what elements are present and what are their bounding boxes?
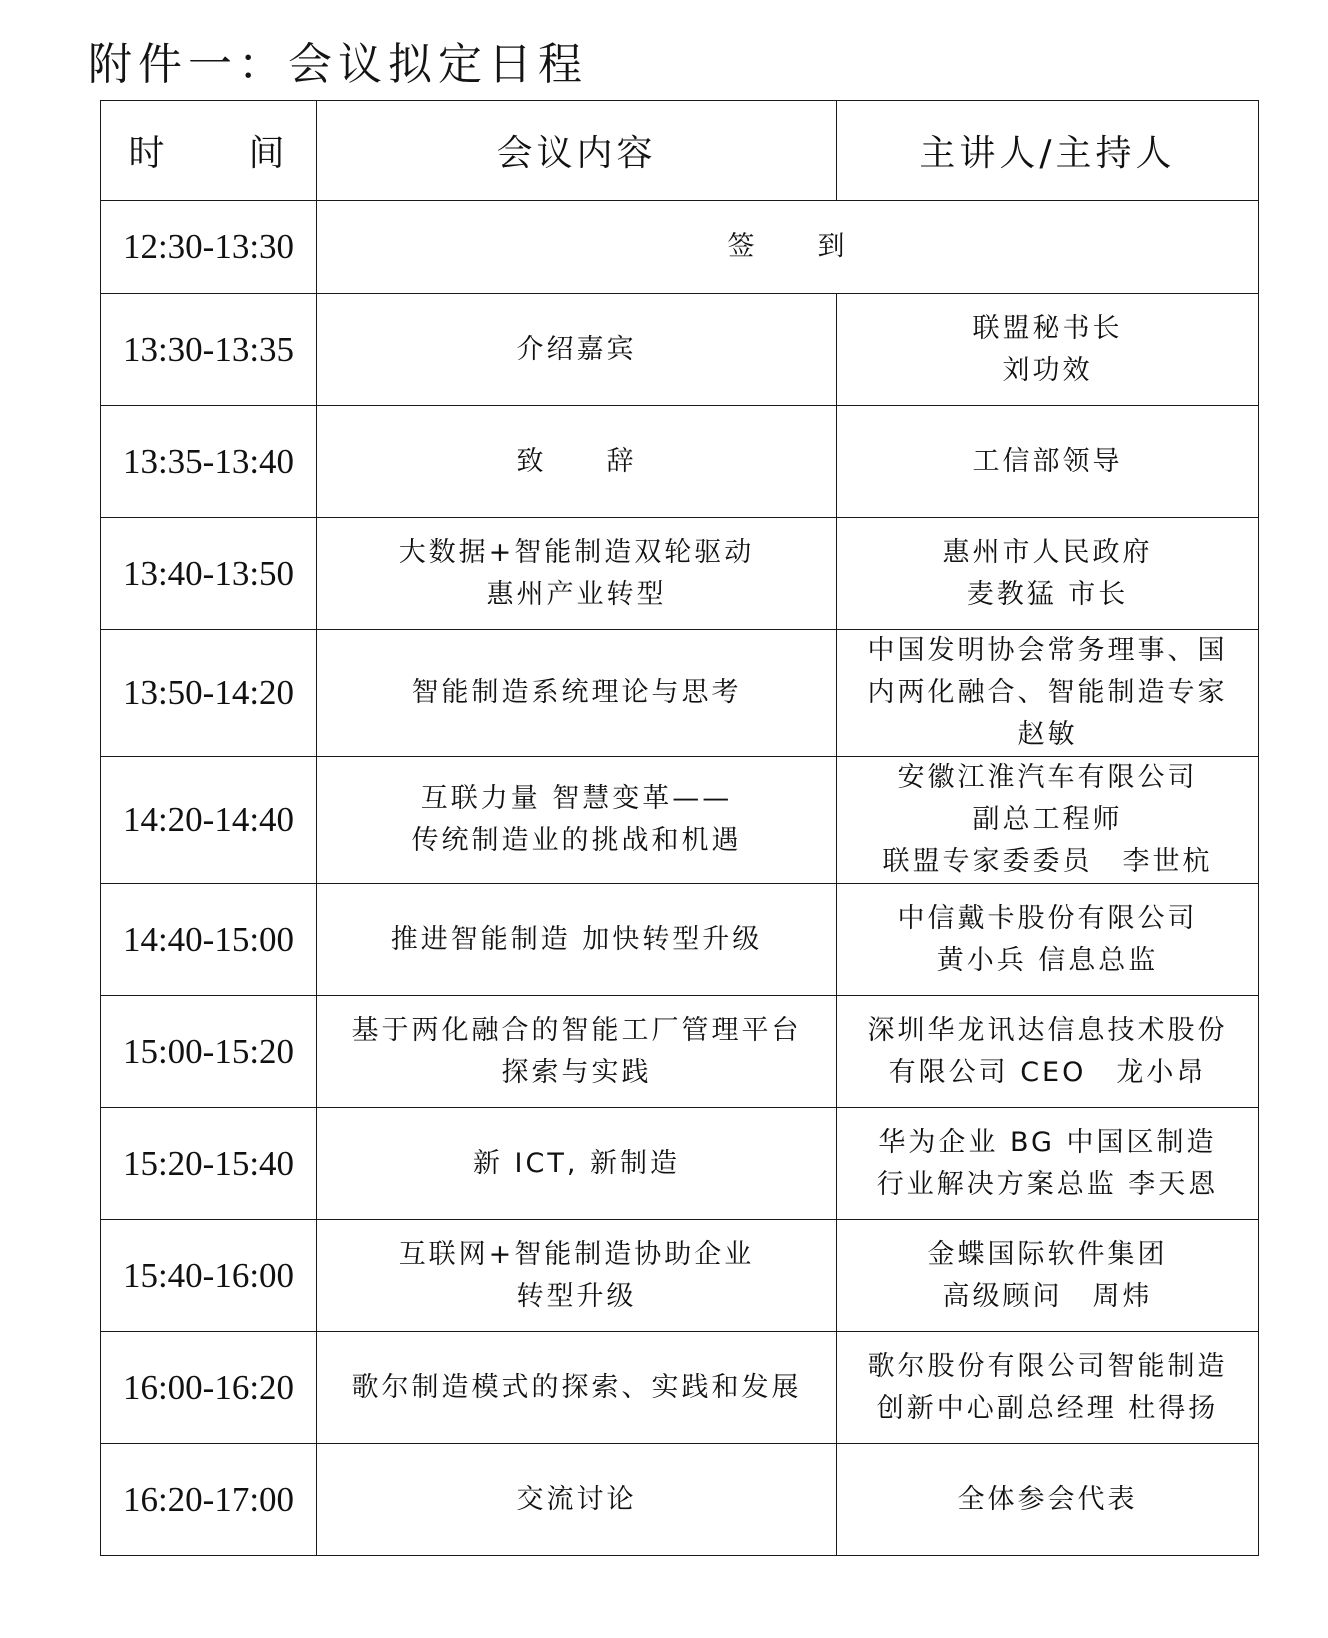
- table-row: [101, 630, 1259, 757]
- speaker-line: 赵敏: [1017, 719, 1078, 750]
- header-speaker: 主讲人/主持人: [837, 101, 1259, 201]
- agenda-table: [100, 100, 1259, 1556]
- time-cell: 13:40-13:50: [101, 518, 317, 630]
- time-cell: 16:20-17:00: [101, 1444, 317, 1556]
- content-cell: [317, 1332, 837, 1444]
- speaker-line: 联盟专家委委员 李世杭: [882, 846, 1213, 877]
- table-row: [101, 996, 1259, 1108]
- speaker-line: 歌尔股份有限公司智能制造: [867, 1350, 1228, 1382]
- content-line: 大数据+智能制造双轮驱动: [398, 536, 755, 568]
- header-content: 会议内容: [317, 101, 837, 201]
- content-cell: [317, 294, 837, 406]
- time-cell: 13:30-13:35: [101, 294, 317, 406]
- speaker-line: 有限公司 CEO 龙小昂: [888, 1056, 1207, 1088]
- table-row: [101, 406, 1259, 518]
- speaker-line: 深圳华龙讯达信息技术股份: [867, 1014, 1228, 1046]
- table-row: [101, 757, 1259, 884]
- speaker-cell: [837, 518, 1259, 630]
- content-cell: [317, 757, 837, 884]
- content-cell: [317, 1108, 837, 1220]
- content-line: 交流讨论: [516, 1483, 637, 1515]
- content-cell: [317, 630, 837, 757]
- speaker-cell: [837, 1444, 1259, 1556]
- speaker-line: 行业解决方案总监 李天恩: [876, 1168, 1219, 1200]
- speaker-line: 中国发明协会常务理事、国: [867, 635, 1228, 666]
- content-cell: [317, 1444, 837, 1556]
- speaker-line: 刘功效: [1002, 354, 1093, 386]
- speaker-cell: [837, 1220, 1259, 1332]
- table-row: [101, 294, 1259, 406]
- speaker-line: 华为企业 BG 中国区制造: [878, 1126, 1217, 1158]
- content-cell: [317, 1220, 837, 1332]
- time-cell: 13:35-13:40: [101, 406, 317, 518]
- speaker-line: 中信戴卡股份有限公司: [897, 902, 1198, 934]
- content-line: 互联力量 智慧变革——: [420, 783, 733, 814]
- page-title: 附件一：会议拟定日程: [88, 39, 588, 90]
- speaker-line: 金蝶国际软件集团: [927, 1238, 1168, 1270]
- speaker-line: 内两化融合、智能制造专家: [867, 677, 1228, 708]
- speaker-line: 麦教猛 市长: [966, 578, 1129, 610]
- speaker-cell: [837, 757, 1259, 884]
- time-cell: 15:40-16:00: [101, 1220, 317, 1332]
- speaker-line: 创新中心副总经理 杜得扬: [876, 1392, 1219, 1424]
- time-cell: 15:00-15:20: [101, 996, 317, 1108]
- content-line: 介绍嘉宾: [516, 333, 637, 365]
- time-cell: 15:20-15:40: [101, 1108, 317, 1220]
- content-line: 签 到: [727, 231, 848, 262]
- content-line: 互联网+智能制造协助企业: [398, 1238, 755, 1270]
- content-cell: [317, 201, 1259, 294]
- speaker-cell: [837, 406, 1259, 518]
- speaker-line: 高级顾问 周炜: [942, 1280, 1153, 1312]
- time-cell: 13:50-14:20: [101, 630, 317, 757]
- table-header-row: [101, 101, 1259, 201]
- content-line: 惠州产业转型: [486, 578, 667, 610]
- table-row: [101, 1332, 1259, 1444]
- speaker-cell: [837, 1108, 1259, 1220]
- speaker-cell: [837, 996, 1259, 1108]
- content-cell: [317, 884, 837, 996]
- content-cell: [317, 406, 837, 518]
- content-cell: [317, 996, 837, 1108]
- time-cell: 16:00-16:20: [101, 1332, 317, 1444]
- table-row: [101, 884, 1259, 996]
- content-line: 转型升级: [516, 1280, 637, 1312]
- content-line: 新 ICT, 新制造: [472, 1147, 681, 1179]
- speaker-line: 联盟秘书长: [972, 312, 1123, 344]
- speaker-cell: [837, 1332, 1259, 1444]
- time-cell: 14:40-15:00: [101, 884, 317, 996]
- content-line: 推进智能制造 加快转型升级: [390, 923, 763, 955]
- table-row: [101, 518, 1259, 630]
- speaker-cell: [837, 884, 1259, 996]
- time-cell: 12:30-13:30: [101, 201, 317, 294]
- speaker-cell: [837, 294, 1259, 406]
- speaker-line: 副总工程师: [972, 804, 1123, 835]
- content-line: 传统制造业的挑战和机遇: [411, 825, 742, 856]
- content-line: 探索与实践: [501, 1056, 652, 1088]
- speaker-line: 黄小兵 信息总监: [936, 944, 1159, 976]
- table-row: [101, 1220, 1259, 1332]
- speaker-cell: [837, 630, 1259, 757]
- header-time: 时 间: [101, 101, 317, 201]
- time-cell: 14:20-14:40: [101, 757, 317, 884]
- table-row: [101, 1108, 1259, 1220]
- content-line: 致 辞: [516, 445, 637, 477]
- speaker-line: 安徽江淮汽车有限公司: [897, 762, 1198, 793]
- content-line: 智能制造系统理论与思考: [411, 677, 742, 708]
- content-cell: [317, 518, 837, 630]
- speaker-line: 惠州市人民政府: [942, 536, 1153, 568]
- content-line: 基于两化融合的智能工厂管理平台: [351, 1014, 802, 1046]
- speaker-line: 工信部领导: [972, 445, 1123, 477]
- content-line: 歌尔制造模式的探索、实践和发展: [351, 1371, 802, 1403]
- table-row: [101, 1444, 1259, 1556]
- speaker-line: 全体参会代表: [957, 1483, 1138, 1515]
- table-row: [101, 201, 1259, 294]
